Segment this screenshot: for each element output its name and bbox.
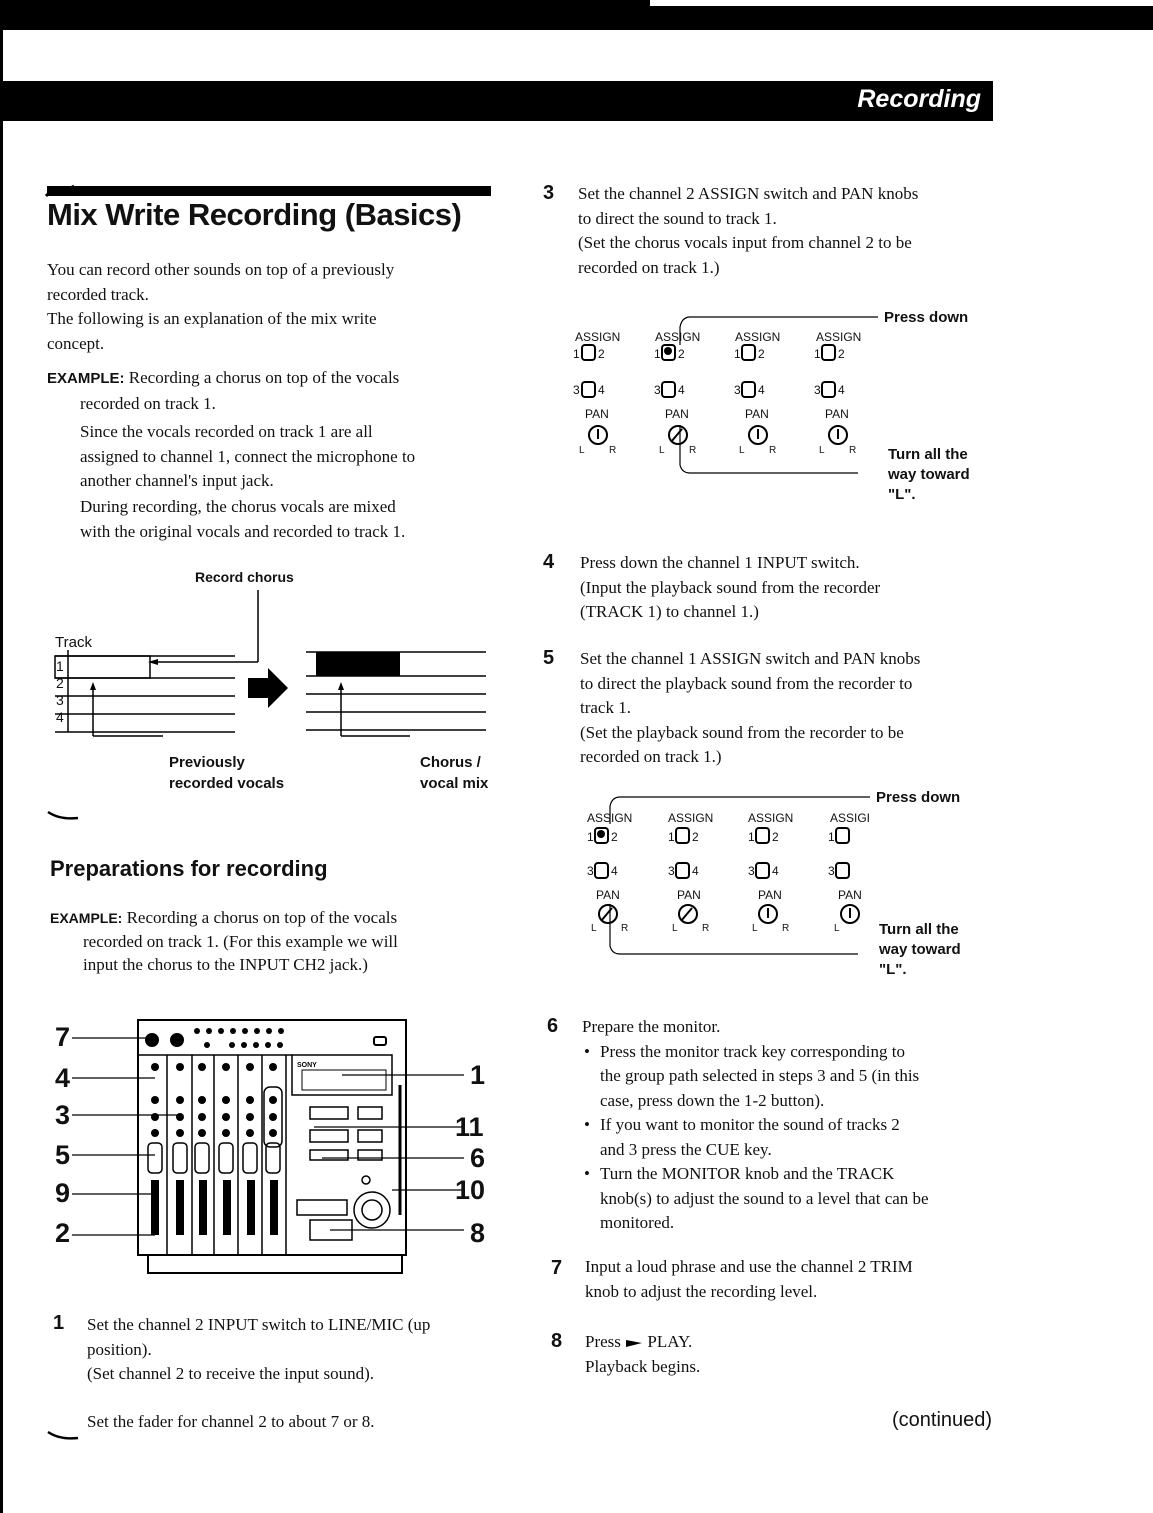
track-number: 4 [56, 709, 64, 725]
previously-recorded-label [169, 752, 284, 794]
intro-paragraph [47, 258, 497, 356]
assign-label: ASSIGN [735, 330, 781, 344]
step-number: 1 [53, 1312, 65, 1334]
mixer-callout-number: 11 [455, 1112, 484, 1142]
step-line: Press [585, 1332, 621, 1351]
assign-number: 3 [734, 383, 741, 397]
assign-number: 3 [587, 864, 594, 878]
assign-number: 4 [692, 864, 699, 878]
mixer-callout-number: 7 [55, 1022, 71, 1052]
pan-r: R [689, 445, 697, 456]
assign-number: 2 [692, 830, 699, 844]
assign-number: 2 [838, 347, 845, 361]
track-number: 3 [56, 692, 64, 708]
step-4-text [580, 551, 1000, 625]
pan-l: L [579, 445, 585, 456]
assign-number: 1 [748, 830, 755, 844]
label-line: "L". [879, 961, 907, 978]
bullet-line: monitored. [600, 1213, 675, 1232]
step-line: Prepare the monitor. [582, 1017, 721, 1036]
corner-mark-icon [46, 810, 82, 822]
intro-line: concept. [47, 333, 105, 353]
assign-number: 4 [838, 383, 845, 397]
pan-l: L [819, 445, 825, 456]
label-line: way toward [888, 466, 970, 483]
example-label: EXAMPLE: [47, 370, 125, 387]
turn-toward-l-label [888, 445, 970, 505]
step-line: PLAY. [647, 1332, 693, 1351]
step-line: position). [87, 1339, 152, 1359]
mixer-callout-number: 6 [470, 1143, 486, 1173]
pan-label: PAN [825, 407, 849, 421]
assign-number: 3 [668, 864, 675, 878]
label-line: way toward [879, 941, 961, 958]
step-line: knob to adjust the recording level. [585, 1281, 818, 1301]
step-line: (Set the chorus vocals input from channel 2 to be [578, 233, 912, 252]
step-line: Set the channel 1 ASSIGN switch and PAN knobs [580, 649, 921, 668]
step-5-text [580, 647, 1000, 770]
step-line: (Set channel 2 to receive the input sound). [87, 1364, 375, 1383]
label-line: recorded vocals [169, 775, 285, 792]
bullet-line: the group path selected in steps 3 and 5 (in this [600, 1066, 920, 1085]
track-number: 2 [56, 675, 64, 691]
step-line: (TRACK 1) to channel 1.) [580, 602, 759, 621]
mixer-callout-number: 1 [470, 1060, 486, 1090]
assign-number: 1 [587, 830, 594, 844]
assign-number: 1 [654, 347, 661, 361]
assign-panel-step3 [570, 305, 990, 515]
pan-r: R [849, 445, 857, 456]
assign-label: ASSIGN [587, 811, 633, 825]
step-6-bullets [584, 1040, 1012, 1236]
assign-number: 2 [611, 830, 618, 844]
pan-label: PAN [838, 888, 862, 902]
paragraph-mixing [80, 495, 500, 544]
pan-label: PAN [585, 407, 609, 421]
assign-label: ASSIGN [655, 330, 701, 344]
step-number: 8 [551, 1330, 563, 1352]
paragraph-mic [80, 420, 500, 494]
pan-l: L [659, 445, 665, 456]
bullet-item [584, 1040, 1012, 1114]
top-border-gap [650, 0, 1153, 6]
turn-toward-l-label [879, 920, 961, 980]
section-header-bar [0, 81, 993, 121]
step-line: recorded on track 1.) [580, 747, 722, 766]
bullet-line: • If you want to monitor the sound of tracks 2 [600, 1115, 900, 1134]
title-rule [47, 186, 491, 196]
step-line: recorded on track 1.) [578, 257, 720, 277]
assign-number: 4 [598, 383, 605, 397]
step-number: 7 [551, 1257, 563, 1279]
pan-label: PAN [758, 888, 782, 902]
step-line: (Set the playback sound from the recorder to be [580, 722, 904, 742]
continued-label: (continued) [892, 1409, 993, 1431]
intro-line: You can record other sounds on top of a previously [47, 260, 395, 279]
mixer-brand: SONY [297, 1062, 317, 1069]
assign-number: 1 [814, 347, 821, 361]
pan-r: R [769, 445, 777, 456]
assign-number: 2 [772, 830, 779, 844]
step-number: 6 [547, 1015, 559, 1037]
mixer-callout-number: 3 [55, 1100, 71, 1130]
assign-panel-step5 [580, 786, 990, 991]
chorus-vocal-mix-label [420, 752, 488, 794]
record-chorus-label: Record chorus [195, 569, 294, 585]
assign-number: 4 [758, 383, 765, 397]
example-text: input the chorus to the INPUT CH2 jack.) [83, 955, 368, 974]
label-line: Turn all the [888, 446, 968, 463]
assign-number: 3 [814, 383, 821, 397]
pan-r: R [782, 923, 790, 934]
preparations-heading: Preparations for recording [50, 856, 328, 881]
step-line: Set the channel 2 INPUT switch to LINE/MIC (up [87, 1315, 431, 1334]
mixer-callout-number: 10 [455, 1175, 486, 1205]
step-number: 4 [543, 551, 555, 573]
assign-label: ASSIGN [668, 811, 714, 825]
assign-number: 4 [678, 383, 685, 397]
intro-line: The following is an explanation of the mix write [47, 309, 377, 328]
assign-number: 1 [828, 830, 835, 844]
label-line: vocal mix [420, 775, 489, 792]
track-label: Track [55, 634, 92, 651]
assign-number: 2 [758, 347, 765, 361]
step-1-text [87, 1313, 507, 1387]
pan-r: R [702, 923, 710, 934]
example-text: Recording a chorus on top of the vocals [126, 908, 398, 927]
step-6-text [582, 1015, 1012, 1236]
step-line: to direct the playback sound from the recorder to [580, 673, 913, 693]
step-line: to direct the sound to track 1. [578, 208, 777, 228]
assign-number: 1 [734, 347, 741, 361]
step-7-text [585, 1255, 1005, 1304]
preparations-example [50, 906, 500, 976]
assign-label: ASSIGN [575, 330, 621, 344]
assign-label-cut: ASSIGI [830, 811, 871, 825]
step-line: (Input the playback sound from the recorder [580, 577, 881, 597]
bullet-item [584, 1162, 1012, 1236]
step-3-text [578, 182, 998, 280]
pan-r: R [621, 923, 629, 934]
assign-number: 4 [772, 864, 779, 878]
section-header-title: Recording [857, 85, 981, 113]
paragraph-line: During recording, the chorus vocals are mixed [80, 497, 396, 516]
mix-write-diagram [40, 590, 500, 740]
assign-number: 3 [828, 864, 835, 878]
pan-l: L [739, 445, 745, 456]
step-number: 5 [543, 647, 555, 669]
mixer-illustration [52, 1015, 497, 1290]
step-line: Set the channel 2 ASSIGN switch and PAN knobs [578, 184, 919, 203]
assign-number: 1 [668, 830, 675, 844]
paragraph-line: Since the vocals recorded on track 1 are all [80, 422, 373, 441]
assign-label: ASSIGN [816, 330, 862, 344]
step-line: Input a loud phrase and use the channel 2 TRIM [585, 1257, 913, 1276]
assign-number: 3 [748, 864, 755, 878]
press-down-label: Press down [876, 789, 961, 806]
label-line: Chorus / [420, 754, 481, 771]
example-text: recorded on track 1. [80, 393, 216, 413]
bullet-line: • Press the monitor track key corresponding to [600, 1041, 905, 1061]
bullet-line: • Turn the MONITOR knob and the TRACK [600, 1164, 895, 1183]
assign-number: 4 [611, 864, 618, 878]
step-number: 3 [543, 182, 555, 204]
step-2-text: Set the fader for channel 2 to about 7 or 8. [87, 1412, 375, 1431]
mixer-callout-number: 5 [55, 1140, 71, 1170]
intro-line: recorded track. [47, 284, 149, 304]
bullet-line: case, press down the 1-2 button). [600, 1090, 825, 1110]
press-down-label: Press down [884, 309, 969, 326]
step-line: Press down the channel 1 INPUT switch. [580, 553, 860, 572]
play-icon [625, 1337, 643, 1349]
assign-number: 1 [573, 347, 580, 361]
assign-number: 2 [678, 347, 685, 361]
assign-label: ASSIGN [748, 811, 794, 825]
label-line: Turn all the [879, 921, 959, 938]
label-line: "L". [888, 486, 916, 503]
pan-l: L [672, 923, 678, 934]
step-8-text [585, 1330, 1005, 1379]
mixer-callout-number: 9 [55, 1178, 71, 1208]
paragraph-line: assigned to channel 1, connect the microphone to [80, 446, 416, 466]
mixer-callout-number: 8 [470, 1218, 486, 1248]
assign-number: 3 [573, 383, 580, 397]
page-title: Mix Write Recording (Basics) [47, 197, 462, 232]
pan-l: L [752, 923, 758, 934]
label-line: Previously [169, 754, 245, 771]
pan-l: L [591, 923, 597, 934]
pan-label: PAN [677, 888, 701, 902]
example-text: recorded on track 1. (For this example we will [83, 932, 398, 951]
paragraph-line: another channel's input jack. [80, 471, 274, 490]
step-line: track 1. [580, 698, 631, 717]
example-label: EXAMPLE: [50, 910, 123, 926]
corner-mark-icon [44, 180, 84, 198]
assign-number: 2 [598, 347, 605, 361]
track-number: 1 [56, 658, 64, 674]
bullet-item [584, 1113, 1012, 1162]
mixer-callout-number: 4 [55, 1063, 71, 1093]
mixer-callout-number: 2 [55, 1218, 71, 1248]
bullet-line: and 3 press the CUE key. [600, 1139, 772, 1159]
pan-r: R [609, 445, 617, 456]
pan-label: PAN [665, 407, 689, 421]
paragraph-line: with the original vocals and recorded to track 1. [80, 521, 406, 541]
example-block [47, 366, 497, 416]
bullet-line: knob(s) to adjust the sound to a level that can be [600, 1188, 929, 1208]
pan-label: PAN [745, 407, 769, 421]
assign-number: 3 [654, 383, 661, 397]
left-border-rule [0, 30, 3, 1513]
pan-label: PAN [596, 888, 620, 902]
pan-l: L [834, 923, 840, 934]
step-line: Playback begins. [585, 1356, 701, 1376]
step-2-mark-icon [46, 1430, 82, 1442]
example-text: Recording a chorus on top of the vocals [128, 368, 400, 387]
